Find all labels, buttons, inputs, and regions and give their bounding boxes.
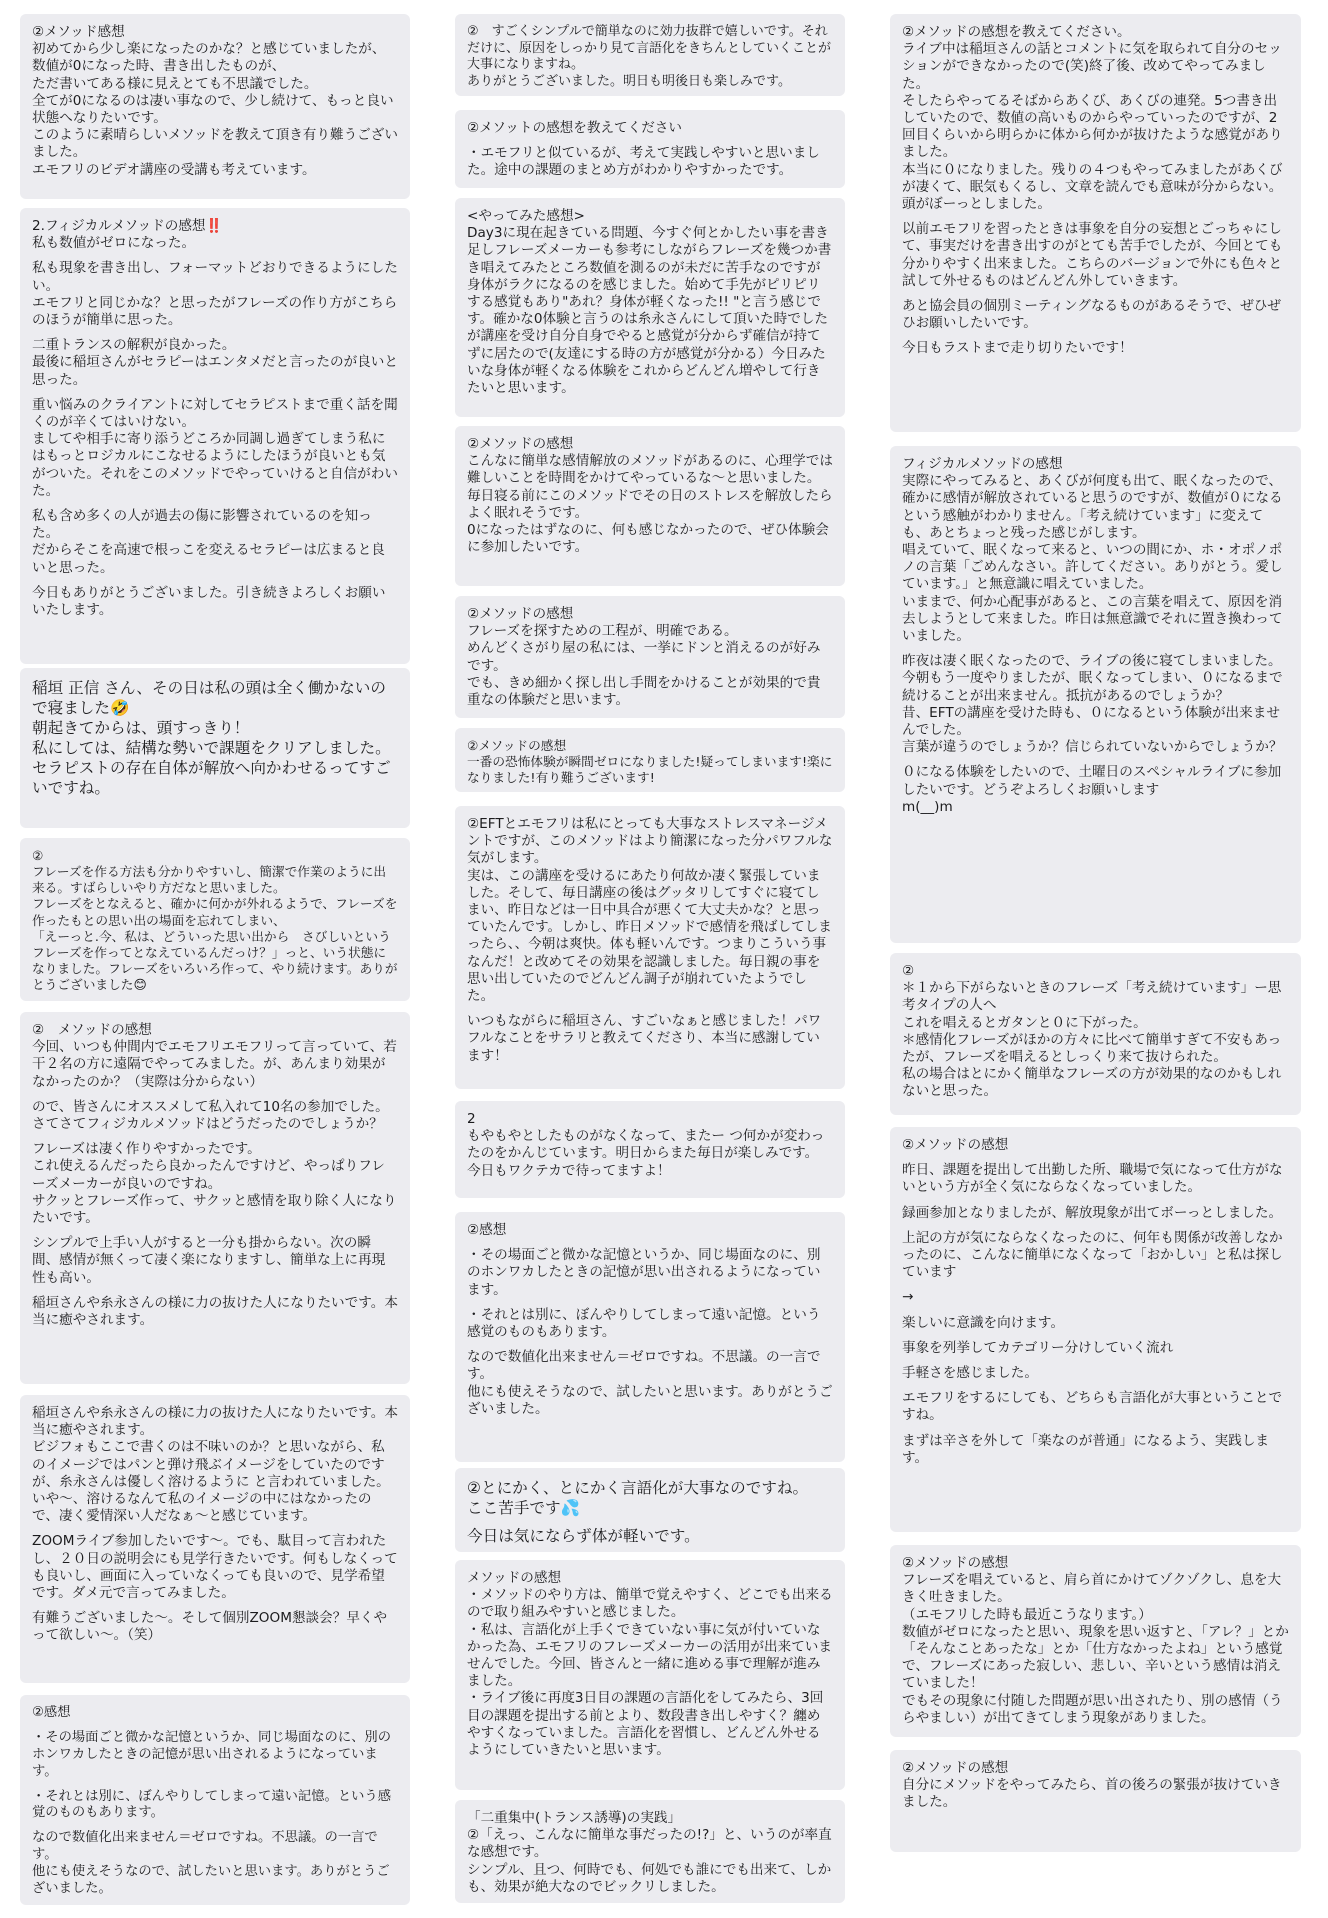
paragraph-gap (32, 1822, 398, 1830)
message-text: ビジフォもここで書くのは不味いのか？と思いながら、私のイメージではパンと弾け飛ぶイメージをしていたのですが、糸永さんは優しく溶けるように と言われていました。いや〜、溶けるなんて私のイメージの中にはなかったので、凄く愛情深い人だなぁ〜と感じています。 (32, 1439, 390, 1525)
message-text: 以前エモフリを習ったときは事象を自分の妄想とごっちゃにして、事実だけを書き出すのがとても苦手でしたが、今回とても分かりやすく出来ました。こちらのバージョンで外にも色々と試して外せるものはどんどん外していきます。 (902, 221, 1283, 289)
message-text: 朝起きてからは、頭すっきり！ (32, 719, 250, 737)
message-text: 私にしては、結構な勢いで課題をクリアしました。 (32, 739, 391, 757)
paragraph-gap (32, 1602, 398, 1610)
message-paragraph (467, 1307, 833, 1341)
message-paragraph (32, 1405, 398, 1525)
message-text: ０になる体験をしたいので、土曜日のスペシャルライブに参加したいです。どうぞよろしくお願いします (902, 764, 1282, 798)
message-text: 言葉が違うのでしょうか？信じられていないからでしょうか？ (902, 739, 1283, 756)
message-text: 最後に稲垣さんがセラピーはエンタメだと言ったのが良いと思った。 (32, 354, 398, 388)
feedback-message-card (455, 1800, 845, 1903)
message-text: 本当に０になりました。残りの４つもやってみましたがあくびが凄くて、眠気もくるし、文章を読んでも意味が分からない。頭がぼーっとしました。 (902, 161, 1283, 213)
message-paragraph (32, 218, 398, 252)
message-paragraph (32, 1730, 398, 1781)
paragraph-gap (467, 1299, 833, 1307)
message-text: 録画参加となりましたが、解放現象が出てボーっとしました。 (902, 1204, 1283, 1221)
message-text: まずは辛さを外して「楽なのが普通」になるよう、実践します。 (902, 1432, 1270, 1466)
message-text: 他にも使えそうなので、試したいと思います。ありがとうございました。 (467, 1383, 833, 1417)
message-text: 他にも使えそうなので、試したいと思います。ありがとうございました。 (32, 1864, 390, 1897)
message-text: ②メソッド感想 (32, 24, 125, 40)
message-text: さてさてフィジカルメソッドはどうだったのでしょうか？ (32, 1116, 383, 1133)
message-text: でも、きめ細かく探し出し手間をかけることが効果的で貴重なの体験だと思います。 (467, 674, 821, 709)
feedback-message-card (20, 14, 410, 199)
paragraph-gap (32, 577, 398, 585)
message-text: ・エモフリと似ているが、考えて実践しやすいと思いました。途中の課題のまとめ方がわかりやすかったです。 (467, 145, 820, 179)
message-paragraph (32, 848, 398, 993)
message-paragraph (902, 1137, 1289, 1154)
message-paragraph (32, 1141, 398, 1227)
feedback-message-card (890, 953, 1301, 1115)
message-text: フィジカルメソッドの感想 (902, 456, 1063, 472)
message-text: 手軽さを感じました。 (902, 1365, 1038, 1382)
paragraph-gap (467, 137, 833, 145)
message-paragraph (467, 120, 833, 137)
message-paragraph (32, 1789, 398, 1823)
message-text: ②メソッドの感想 (467, 436, 574, 452)
message-text: Day3に現在起きている問題、今すぐ何とかしたい事を書き足しフレーズメーカーも参考にしながらフレーズを幾つか書き唱えてみたところ数値を測るのが未だに苦手なのですが身体がラクになるのを感じました。始めて手先がピリピリする感覚もあり"あれ？身体が軽くなった!! "と言う感じです。確かな0体験と言うのは糸永さんにして頂いた時でしたが講座を受け自分自身でやると感覚が分からず確信が持てずに居たので(友達にする時の方が感覚が分かる）今日みたいな身体が軽くなる体験をこれからどんどん増やして行きたいと思います。 (467, 225, 832, 397)
message-text: 一番の恐怖体験が瞬間ゼロになりました!疑ってしまいます!楽になりました!有り難うございます! (467, 754, 833, 786)
message-paragraph (32, 1533, 398, 1602)
message-text: いままで、何か心配事があると、この言葉を唱えて、原因を消去しようとして来ました。昨日は無意識でそれに置き換わっていました。 (902, 593, 1283, 645)
message-text: 2.フィジカルメソッドの感想‼️ (32, 218, 223, 234)
feedback-message-card (455, 426, 845, 586)
paragraph-gap (467, 1341, 833, 1349)
message-paragraph (467, 24, 833, 90)
message-text: 今日もラストまで走り切りたいです！ (902, 340, 1133, 357)
message-text: サクッとフレーズ作って、サクッと感情を取り除く人になりたいです。 (32, 1192, 397, 1227)
message-paragraph (902, 456, 1289, 645)
paragraph-gap (902, 1382, 1289, 1390)
message-text: ただ書いてある様に見えとても不思議でした。 (32, 75, 318, 92)
message-text: 稲垣 正信 さん、その日は私の頭は全く働かないので寝ました🤣 (32, 679, 386, 717)
paragraph-gap (902, 1307, 1289, 1315)
message-text: ZOOMライブ参加したいです〜。でも、駄目って言われたし、２０日の説明会にも見学行きたいです。何もしなくっても良いし、画面に入っていなくっても良いので、見学希望です。ダメ元で言ってみました。 (32, 1533, 398, 1602)
message-paragraph (32, 585, 398, 619)
paragraph-gap (902, 645, 1289, 653)
message-paragraph (902, 1162, 1289, 1196)
paragraph-gap (902, 756, 1289, 764)
message-paragraph (467, 1478, 833, 1518)
message-text: フレーズは凄く作りやすかったです。 (32, 1141, 261, 1158)
paragraph-gap (902, 1197, 1289, 1205)
feedback-message-card (455, 728, 845, 792)
message-text: でもその現象に付随した問題が思い出されたり、別の感情（うらやましい）が出てきてしまう現象がありました。 (902, 1692, 1283, 1726)
paragraph-gap (467, 1239, 833, 1247)
message-text: 今回、いつも仲間内でエモフリエモフリって言っていて、若干２名の方に遠隔でやってみました。が、あんまり効果がなかったのか？（実際は分からない） (32, 1039, 397, 1090)
message-text: フレーズを唱えていると、肩ら首にかけてゾクゾクし、息を大きく吐きました。 (902, 1572, 1282, 1606)
message-text: いつもながらに稲垣さん、すごいなぁと感じました！パワフルなことをサラリと教えてくださり、本当に感謝しています！ (467, 1013, 822, 1064)
message-text: <やってみた感想> (467, 208, 585, 224)
feedback-message-card (20, 838, 410, 1001)
paragraph-gap (32, 1722, 398, 1730)
message-text: なので数値化出来ません＝ゼロですね。不思議。の一言です。 (467, 1349, 821, 1383)
message-text: ② メソッドの感想 (32, 1022, 152, 1038)
message-paragraph (32, 337, 398, 389)
message-text: ライブ中は稲垣さんの話とコメントに気を取られて自分のセッションができなかったので(笑)終了後、改めてやってみました。 (902, 41, 1282, 92)
message-text: ＊感情化フレーズがほかの方々に比べて簡単すぎて不安もあったが、フレーズを唱えるとしっくり来て抜けられた。 (902, 1031, 1282, 1066)
message-text: 今日もありがとうございました。引き続きよろしくお願いいたします。 (32, 584, 386, 619)
message-paragraph (467, 1222, 833, 1239)
message-paragraph (467, 606, 833, 709)
paragraph-gap (32, 500, 398, 508)
message-paragraph (902, 221, 1289, 290)
feedback-message-card (455, 1212, 845, 1462)
message-paragraph (467, 1526, 833, 1546)
feedback-message-card (455, 198, 845, 417)
message-text: ので、皆さんにオススメして私入れて10名の参加でした。 (32, 1098, 389, 1115)
message-text: ましてや相手に寄り添うどころか同調し過ぎてしまう私にはもっとロジカルにこなせるようにしたほうが良いとも気がついた。それをこのメソッドでやっていけると自信がわいた。 (32, 431, 398, 499)
message-paragraph (32, 397, 398, 500)
feedback-message-card (455, 1101, 845, 1198)
message-paragraph (902, 1433, 1289, 1467)
message-text: ②メソッドの感想 (902, 1555, 1009, 1571)
message-text: ②とにかく、とにかく言語化が大事なのですね。 (467, 1479, 809, 1497)
message-text: ＊１から下がらないときのフレーズ「考え続けています」ー思考タイプの人へ (902, 980, 1282, 1014)
message-paragraph (902, 1289, 1289, 1306)
message-text: メソッドの感想 (467, 1570, 562, 1586)
paragraph-gap (32, 1227, 398, 1235)
message-text: めんどくさがり屋の私には、一挙にドンと消えるのが好みです。 (467, 640, 821, 674)
message-text: このように素晴らしいメソッドを教えて頂き有り難うございました。 (32, 127, 398, 161)
message-text: 私も数値がゼロになった。 (32, 235, 196, 252)
message-paragraph (902, 1365, 1289, 1382)
message-text: 重い悩みのクライアントに対してセラピストまで重く話を聞くのが辛くてはいけない。 (32, 396, 398, 431)
message-text: m(__)m (902, 798, 953, 815)
message-paragraph (467, 816, 833, 1005)
paragraph-gap (467, 1005, 833, 1013)
message-text: 楽しいに意識を向けます。 (902, 1314, 1065, 1331)
message-paragraph (467, 1349, 833, 1418)
message-text: あと協会員の個別ミーティングなるものがあるそうで、ぜひぜひお願いしたいです。 (902, 298, 1281, 332)
feedback-message-card (455, 110, 845, 188)
message-text: ②EFTとエモフリは私にとっても大事なストレスマネージメントですが、このメソッドはより簡潔になった分パワフルな気がします。 (467, 816, 833, 867)
paragraph-gap (32, 252, 398, 260)
paragraph-gap (902, 1332, 1289, 1340)
message-paragraph (902, 653, 1289, 756)
paragraph-gap (32, 389, 398, 397)
message-text: ② すごくシンプルで簡単なのに効力抜群で嬉しいです。それだけに、原因をしっかり見て言語化をきちんとしていくことが大事になりますね。 (467, 24, 832, 73)
message-text: （エモフリした時も最近こうなります。） (902, 1606, 1152, 1623)
feedback-message-card (20, 1695, 410, 1905)
feedback-message-card (455, 596, 845, 718)
paragraph-gap (467, 1518, 833, 1526)
message-text: フレーズを探すための工程が、明確である。 (467, 623, 738, 640)
message-text: 有難うございました〜。そして個別ZOOM懇談会？早くやって欲しい〜。（笑） (32, 1610, 388, 1644)
message-text: こんなに簡単な感情解放のメソッドがあるのに、心理学では難しいことを時間をかけてやっているな〜と思いました。 (467, 453, 833, 487)
message-text: 全てが0になるのは凄い事なので、少し続けて、もっと良い状態へなりたいです。 (32, 92, 394, 127)
paragraph-gap (902, 332, 1289, 340)
feedback-message-card (20, 668, 410, 828)
message-paragraph (902, 764, 1289, 816)
feedback-message-card (20, 1395, 410, 1683)
message-text: 自分にメソッドをやってみたら、首の後ろの緊張が抜けていきました。 (902, 1777, 1282, 1811)
message-paragraph (902, 24, 1289, 213)
feedback-message-card (890, 1127, 1301, 1532)
feedback-message-card (455, 14, 845, 96)
message-text: これを唱えるとガタンと０に下がった。 (902, 1014, 1147, 1031)
message-paragraph (467, 1013, 833, 1065)
message-text: フレーズをとなえると、確かに何かが外れるようで、フレーズを作ったもとの思い出の場面を忘れてしまい、 (32, 896, 398, 928)
paragraph-gap (902, 1357, 1289, 1365)
message-paragraph (902, 963, 1289, 1101)
message-text: ②「えっ、こんなに簡単な事だったの!?」と、いうのが率直な感想です。 (467, 1827, 832, 1861)
message-text: そしたらやってるそばからあくび、あくびの連発。5つ書き出していたので、数値の高いものからやっていったのですが、2回目くらいから明らかに体から何かが抜けたような感覚がありました。 (902, 92, 1283, 161)
message-text: 昨日、課題を提出して出勤した所、職場で気になって仕方がないという方が全く気にならなくなっていました。 (902, 1162, 1283, 1196)
paragraph-gap (32, 1781, 398, 1789)
paragraph-gap (902, 1154, 1289, 1162)
message-text: 稲垣さんや糸永さんの様に力の抜けた人になりたいです。本当に癒やされます。 (32, 1405, 398, 1439)
message-paragraph (467, 1247, 833, 1299)
message-paragraph (902, 1390, 1289, 1424)
paragraph-gap (32, 1525, 398, 1533)
message-text: これ使えるんだったら良かったんですけど、やっぱりフレーズメーカーが良いのですね。 (32, 1158, 385, 1192)
message-paragraph (32, 1022, 398, 1091)
message-text: 「えーっと.今、私は、どういった思い出から さびしいというフレーズを作ってとなえているんだっけ？」っと、いう状態になりました。フレーズをいろいろ作って、やり続けます。ありがとうございました😊 (32, 928, 398, 992)
message-paragraph (467, 208, 833, 397)
message-text: ②感想 (32, 1705, 71, 1720)
message-text: シンプルで上手い人がすると一分も掛からない。次の瞬間、感情が無くって凄く楽になりますし、簡単な上に再現性も高い。 (32, 1235, 386, 1286)
message-text: → (902, 1289, 914, 1306)
message-text: ・その場面ごと微かな記憶というか、同じ場面なのに、別のホンワカしたときの記憶が思い出されるようになっています。 (32, 1729, 392, 1779)
message-paragraph (902, 1760, 1289, 1812)
message-text: もやもやとしたものがなくなって、またー つ何かが変わったのをかんじています。明日からまた毎日が楽しみです。 (467, 1128, 825, 1162)
message-text: エモフリのビデオ講座の受講も考えています。 (32, 161, 316, 178)
message-text: だからそこを高速で根っこを変えるセラピーは広まると良いと思った。 (32, 542, 385, 576)
message-text: ②メソッドの感想 (902, 1137, 1009, 1153)
message-text: シンプル、且つ、何時でも、何処でも誰にでも出来て、しかも、効果が絶大なのでビックリしました。 (467, 1861, 832, 1895)
message-text: 私も含め多くの人が過去の傷に影響されているのを知った。 (32, 508, 372, 542)
message-text: ありがとうございました。明日も明後日も楽しみです。 (467, 73, 791, 89)
message-text: 数値がゼロになったと思い、現象を思い返すと、「アレ？」とか「そんなことあったな」とか「仕方なかったよね」という感覚で、フレーズにあった寂しい、悲しい、辛いという感情は消えていました！ (902, 1623, 1289, 1692)
paragraph-gap (32, 1133, 398, 1141)
message-paragraph (902, 298, 1289, 332)
message-text: 私も現象を書き出し、フォーマットどおりできるようにしたい。 (32, 260, 398, 294)
message-text: ②メソッドの感想 (902, 1760, 1009, 1776)
message-text: 実際にやってみると、あくびが何度も出て、眠くなったので、確かに感情が解放されていると思うのですが、数値が０になるという感触がわかりません。「考え続けています」に変えても、あとちょっと残った感じがします。 (902, 473, 1283, 541)
message-paragraph (902, 1340, 1289, 1357)
paragraph-gap (902, 1281, 1289, 1289)
message-text: 事象を列挙してカテゴリー分けしていく流れ (902, 1339, 1174, 1356)
message-text: ・私は、言語化が上手くできていない事に気が付いていなかった為、エモフリのフレーズメーカーの活用が出来ていませんでした。今回、皆さんと一緒に進める事で理解が進みました。 (467, 1621, 832, 1690)
message-text: ②メソッドの感想を教えてください。 (902, 24, 1131, 40)
message-paragraph (32, 24, 398, 179)
message-paragraph (902, 1230, 1289, 1282)
message-paragraph (32, 508, 398, 577)
message-text: 昔、EFTの講座を受けた時も、０になるという体験が出来ませんでした。 (902, 704, 1280, 739)
message-text: 毎日寝る前にこのメソッドでその日のストレスを解放したらよく眠れそうです。 (467, 487, 833, 521)
message-text: 唱えていて、眠くなって来ると、いつの間にか、ホ・オポノポノの言葉「ごめんなさい。許してください。ありがとう。愛しています。」と無意識に唱えていました。 (902, 542, 1283, 593)
message-paragraph (467, 738, 833, 786)
paragraph-gap (32, 1091, 398, 1099)
message-text: ②メソッドの感想 (467, 606, 574, 622)
message-text: 今日もワクテカで待ってますよ！ (467, 1162, 671, 1179)
message-text: フレーズを作る方法も分かりやすいし、簡潔で作業のように出来る。すばらしいやり方だなと思いました。 (32, 864, 387, 896)
message-text: ・それとは別に、ぼんやりしてしまって遠い記憶。という感覚のものもあります。 (32, 1788, 392, 1821)
message-paragraph (32, 678, 398, 798)
message-text: 実は、この講座を受けるにあたり何故か凄く緊張していました。そして、毎日講座の後はグッタリしてすぐに寝てしまい、昨日などは一日中具合が悪くて大丈夫かな？と思っていたんです。しかし、昨日メソッドで感情を飛ばしてしまったら、、今朝は爽快。体も軽いんです。つまりこういう事なんだ！と改めてその効果を認識しました。毎日親の事を思い出していたのでどんどん調子が崩れていたようでした。 (467, 867, 832, 1005)
message-text: 私の場合はとにかく簡単なフレーズの方が効果的なのかもしれないと思った。 (902, 1066, 1282, 1100)
message-text: ② (32, 848, 44, 863)
paragraph-gap (902, 213, 1289, 221)
message-paragraph (32, 1099, 398, 1133)
feedback-message-card (20, 1012, 410, 1384)
paragraph-gap (902, 290, 1289, 298)
message-text: ・それとは別に、ぼんやりしてしまって遠い記憶。という感覚のものもあります。 (467, 1306, 821, 1341)
message-text: 今日は気にならず体が軽いです。 (467, 1527, 700, 1545)
message-paragraph (902, 340, 1289, 357)
message-text: ②メソットの感想を教えてください (467, 120, 683, 136)
message-text: なので数値化出来ません＝ゼロですね。不思議。の一言です。 (32, 1830, 378, 1863)
message-paragraph (32, 1705, 398, 1722)
message-text: 二重トランスの解釈が良かった。 (32, 337, 236, 354)
message-text: 上記の方が気にならなくなったのに、何年も関係が改善しなかったのに、こんなに簡単になくなって「おかしい」と私は探しています (902, 1229, 1283, 1281)
paragraph-gap (32, 329, 398, 337)
message-text: 2 (467, 1111, 476, 1127)
message-paragraph (467, 1111, 833, 1180)
message-text: 「二重集中(トランス誘導)の実践」 (467, 1810, 682, 1826)
message-paragraph (467, 436, 833, 556)
message-text: ② (902, 963, 915, 979)
message-text: ②メソッドの感想 (467, 738, 567, 753)
feedback-message-card (890, 14, 1301, 432)
message-text: エモフリをするにしても、どちらも言語化が大事ということですね。 (902, 1390, 1283, 1424)
message-text: 稲垣さんや糸永さんの様に力の抜けた人になりたいです。本当に癒やされます。 (32, 1294, 398, 1329)
message-paragraph (902, 1315, 1289, 1332)
message-paragraph (32, 1295, 398, 1329)
message-paragraph (467, 1810, 833, 1896)
message-paragraph (467, 1570, 833, 1759)
feedback-message-card (890, 1750, 1301, 1852)
feedback-message-card (20, 208, 410, 664)
message-paragraph (32, 1610, 398, 1644)
message-text: ・メソッドのやり方は、簡単で覚えやすく、どこでも出来るので取り組みやすいと感じました。 (467, 1587, 833, 1621)
message-paragraph (32, 260, 398, 329)
feedback-message-card (455, 806, 845, 1089)
message-paragraph (902, 1555, 1289, 1727)
message-text: ②感想 (467, 1222, 507, 1238)
message-paragraph (902, 1205, 1289, 1222)
paragraph-gap (902, 1425, 1289, 1433)
message-paragraph (32, 1235, 398, 1287)
message-text: 初めてから少し楽になったのかな？と感じていましたが、数値が0になった時、書き出したものが、 (32, 41, 386, 75)
feedback-message-card (890, 446, 1301, 943)
paragraph-gap (32, 1287, 398, 1295)
message-text: ここ苦手です💦 (467, 1499, 580, 1517)
message-text: エモフリと同じかな？と思ったがフレーズの作り方がこちらのほうが簡単に思った。 (32, 294, 398, 329)
message-text: ・その場面ごと微かな記憶というか、同じ場面なのに、別のホンワカしたときの記憶が思い出されるようになっています。 (467, 1247, 821, 1298)
message-text: 昨夜は凄く眠くなったので、ライブの後に寝てしまいました。今朝もう一度やりましたが、眠くなってしまい、０になるまで続けることが出来ません。抵抗があるのでしょうか？ (902, 653, 1283, 704)
paragraph-gap (902, 1222, 1289, 1230)
message-text: セラピストの存在自体が解放へ向かわせるってすごいですね。 (32, 759, 391, 797)
feedback-message-card (455, 1468, 845, 1552)
feedback-message-card (890, 1545, 1301, 1737)
message-paragraph (467, 145, 833, 179)
feedback-message-card (455, 1560, 845, 1790)
message-paragraph (32, 1830, 398, 1898)
message-text: ・ライブ後に再度3日目の課題の言語化をしてみたら、3回目の課題を提出する前とより、数段書き出しやすく？纏めやすくなっていました。言語化を習慣し、どんどん外せるようにしていきたいと思います。 (467, 1690, 824, 1759)
message-text: 0になったはずなのに、何も感じなかったので、ぜひ体験会に参加したいです。 (467, 522, 829, 556)
